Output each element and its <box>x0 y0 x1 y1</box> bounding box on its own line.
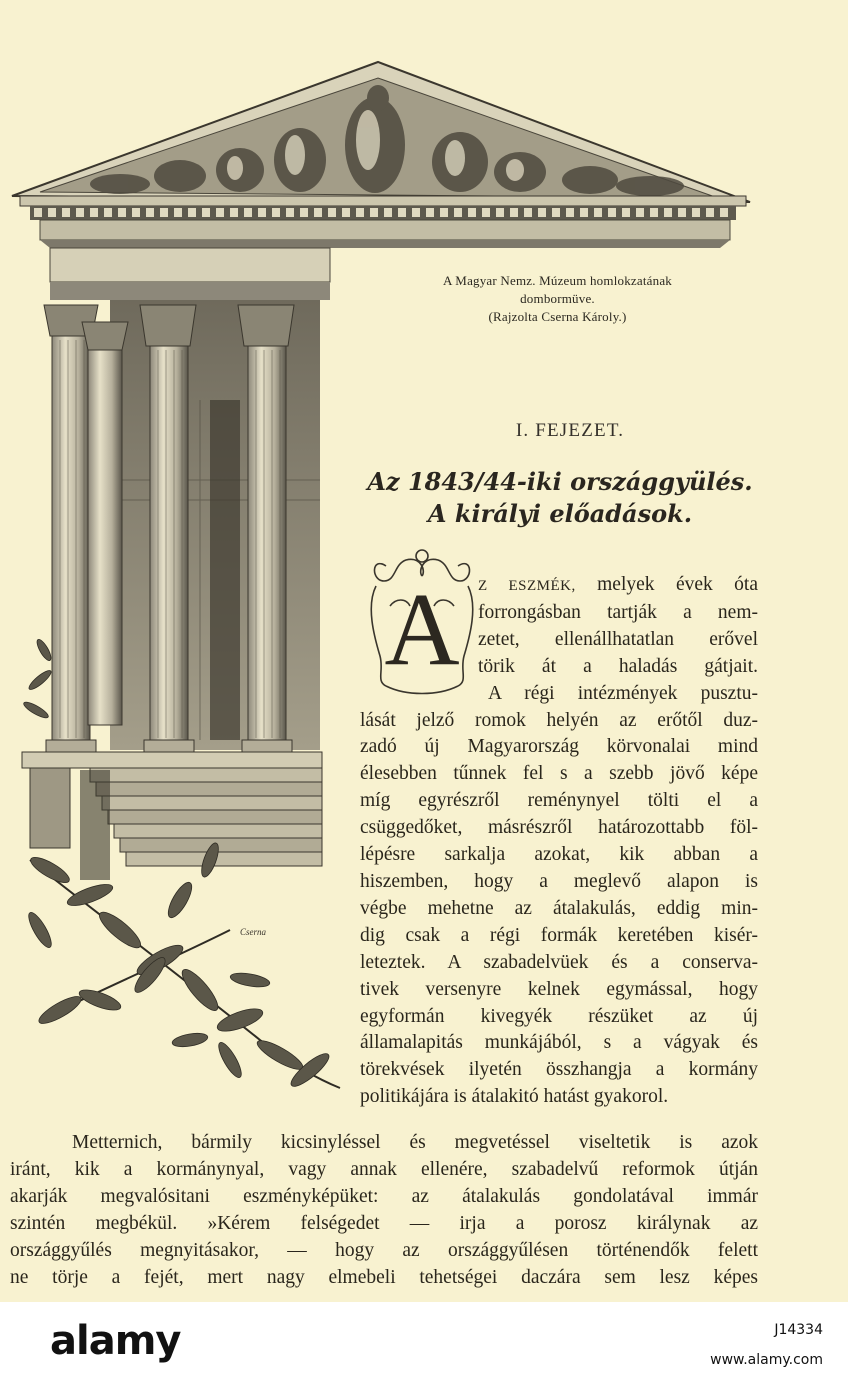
artist-signature: Cserna <box>240 927 267 937</box>
text-line: zetet, ellenállhatatlan erővel <box>478 628 758 650</box>
text-line: leteztek. A szabadelvüek és a conserva- <box>360 951 758 973</box>
paragraph-2 <box>10 1130 758 1291</box>
steps <box>22 752 322 880</box>
text-line: iránt, kik a kormánynyal, vagy annak ellenére, szabadelvű reformok útján <box>10 1158 758 1180</box>
paragraph-1 <box>360 572 758 1111</box>
text-line: törekvések ilyetén összhangja a kormány <box>360 1059 758 1081</box>
watermark-url: www.alamy.com <box>710 1352 823 1368</box>
text-line: ne törje a fejét, mert nagy elmebeli tehetségei daczára sem lesz képes <box>10 1266 758 1288</box>
caption-credit: (Rajzolta Cserna Károly.) <box>488 309 627 324</box>
columns <box>44 305 294 752</box>
text-line: szintén megbékül. »Kérem felségedet — irja a porosz királynak az <box>10 1212 758 1234</box>
text-line: politikájára is átalakitó hatást gyakorol. <box>360 1086 669 1108</box>
text-line: zadó új Magyarország körvonalai mind <box>360 736 758 758</box>
text-line: A régi intézmények pusztu- <box>488 682 758 704</box>
text-line: élesebben tűnnek fel s a szebb jövő képe <box>360 763 758 785</box>
chapter-title-line-2: A királyi előadások. <box>427 499 693 528</box>
drop-cap-letter: A <box>384 572 460 687</box>
caption-line-1: A Magyar Nemz. Múzeum homlokzatának <box>442 273 672 288</box>
text-line: országgyűlés megnyitásakor, — hogy az országgyűlésen történendők felett <box>10 1239 758 1261</box>
text-line: Z ESZMÉK, melyek évek óta <box>478 574 759 595</box>
text-line: csüggedőket, másrészről határozottabb föl- <box>360 817 758 839</box>
alamy-logo: alamy <box>50 1318 181 1364</box>
text-line: törik át a haladás gátjait. <box>478 655 758 677</box>
text-line: egyformán kivegyék részüket az új <box>360 1005 758 1027</box>
image-id: J14334 <box>774 1322 823 1338</box>
text-line: Metternich, bármily kicsinyléssel és megvetéssel viseltetik is azok <box>72 1132 758 1153</box>
paragraph-1-indented <box>360 572 758 681</box>
opening-words: Z ESZMÉK, <box>478 578 576 594</box>
pediment <box>12 62 750 206</box>
text-line: államalapitás munkájából, s a vágyak és <box>360 1032 758 1054</box>
text-line: lását jelző romok helyén az erőtől duz- <box>360 709 758 731</box>
illustration-caption <box>380 272 735 326</box>
caption-line-2: dombormüve. <box>520 291 595 306</box>
chapter-title <box>340 466 780 530</box>
chapter-heading: I. FEJEZET. <box>515 420 625 441</box>
text-line: forrongásban tartják a nem- <box>478 601 758 623</box>
text-line: dig csak a régi formák keretében kisér- <box>360 924 758 946</box>
text-line: tivek versenyre kelnek egymással, hogy <box>360 978 758 1000</box>
text-line: míg egyrészről reménynyel tölti el a <box>360 790 758 812</box>
text-line: hiszemben, hogy a meglevő alapon is <box>360 870 758 892</box>
text-line: akarják megvalósitani eszményképüket: az átalakulás gondolatával immár <box>10 1185 758 1207</box>
text-line: végbe mehetne az átalakulás, eddig min- <box>360 897 758 919</box>
chapter-title-line-1: Az 1843/44-iki országgyülés. <box>367 467 753 496</box>
text-line: lépésre sarkalja azokat, kik abban a <box>360 844 758 866</box>
